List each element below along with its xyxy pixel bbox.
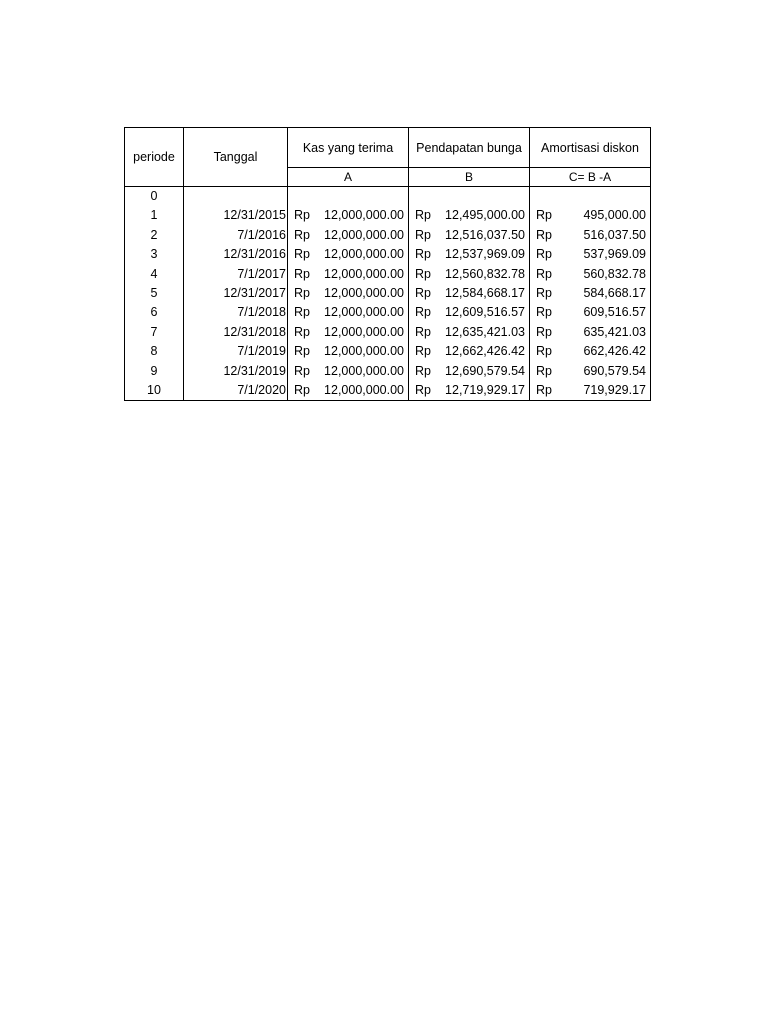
table-row — [125, 206, 651, 225]
header-tanggal: Tanggal — [184, 128, 288, 187]
amount-value: 609,516.57 — [583, 305, 646, 320]
currency-label: Rp — [415, 363, 431, 378]
amount-value: 690,579.54 — [583, 363, 646, 378]
currency-label: Rp — [294, 247, 310, 262]
cell-bunga — [409, 381, 530, 401]
table-row — [125, 342, 651, 361]
currency-label: Rp — [536, 247, 552, 262]
cell-kas — [288, 187, 409, 207]
amount-value: 12,537,969.09 — [445, 247, 525, 262]
currency-label: Rp — [415, 344, 431, 359]
cell-bunga — [409, 187, 530, 207]
cell-tanggal: 7/1/2020 — [184, 381, 288, 401]
header-amortisasi-code: C= B -A — [530, 168, 651, 187]
amount-value: 560,832.78 — [583, 266, 646, 281]
cell-bunga — [409, 226, 530, 245]
amount-value: 12,000,000.00 — [324, 266, 404, 281]
currency-label: Rp — [415, 208, 431, 223]
table-row — [125, 381, 651, 401]
cell-tanggal: 12/31/2018 — [184, 323, 288, 342]
amount-value: 12,719,929.17 — [445, 383, 525, 398]
currency-label: Rp — [536, 227, 552, 242]
cell-bunga — [409, 362, 530, 381]
cell-bunga — [409, 265, 530, 284]
amount-value: 12,584,668.17 — [445, 286, 525, 301]
cell-tanggal: 12/31/2015 — [184, 206, 288, 225]
currency-label: Rp — [294, 363, 310, 378]
currency-label: Rp — [294, 305, 310, 320]
cell-periode: 4 — [125, 265, 184, 284]
currency-label: Rp — [536, 286, 552, 301]
amount-value: 12,000,000.00 — [324, 383, 404, 398]
table-row — [125, 284, 651, 303]
cell-bunga — [409, 303, 530, 322]
cell-tanggal: 7/1/2016 — [184, 226, 288, 245]
cell-periode: 1 — [125, 206, 184, 225]
amount-value: 516,037.50 — [583, 227, 646, 242]
amount-value: 12,000,000.00 — [324, 344, 404, 359]
cell-periode: 5 — [125, 284, 184, 303]
cell-bunga — [409, 284, 530, 303]
currency-label: Rp — [536, 344, 552, 359]
amount-value: 12,516,037.50 — [445, 227, 525, 242]
currency-label: Rp — [415, 247, 431, 262]
header-amortisasi: Amortisasi diskon — [530, 128, 651, 168]
amount-value: 12,635,421.03 — [445, 324, 525, 339]
cell-amortisasi — [530, 265, 651, 284]
currency-label: Rp — [294, 227, 310, 242]
amount-value: 12,000,000.00 — [324, 227, 404, 242]
cell-tanggal: 7/1/2019 — [184, 342, 288, 361]
cell-kas — [288, 206, 409, 225]
table-row — [125, 362, 651, 381]
amount-value: 495,000.00 — [583, 208, 646, 223]
amount-value: 12,000,000.00 — [324, 208, 404, 223]
currency-label: Rp — [415, 227, 431, 242]
table-row — [125, 245, 651, 264]
amount-value: 537,969.09 — [583, 247, 646, 262]
cell-amortisasi — [530, 342, 651, 361]
cell-kas — [288, 342, 409, 361]
cell-tanggal: 12/31/2019 — [184, 362, 288, 381]
cell-kas — [288, 381, 409, 401]
cell-tanggal: 7/1/2017 — [184, 265, 288, 284]
cell-kas — [288, 362, 409, 381]
table-row — [125, 187, 651, 207]
currency-label: Rp — [415, 324, 431, 339]
amortization-table — [124, 127, 651, 401]
cell-bunga — [409, 245, 530, 264]
cell-periode: 8 — [125, 342, 184, 361]
header-kas-code: A — [288, 168, 409, 187]
currency-label: Rp — [536, 305, 552, 320]
cell-amortisasi — [530, 303, 651, 322]
currency-label: Rp — [536, 363, 552, 378]
cell-periode: 7 — [125, 323, 184, 342]
cell-kas — [288, 265, 409, 284]
amount-value: 12,000,000.00 — [324, 324, 404, 339]
cell-tanggal: 12/31/2017 — [184, 284, 288, 303]
header-periode: periode — [125, 128, 184, 187]
amount-value: 584,668.17 — [583, 286, 646, 301]
cell-amortisasi — [530, 323, 651, 342]
cell-bunga — [409, 323, 530, 342]
cell-amortisasi — [530, 362, 651, 381]
cell-periode: 3 — [125, 245, 184, 264]
amount-value: 662,426.42 — [583, 344, 646, 359]
amount-value: 719,929.17 — [583, 383, 646, 398]
cell-amortisasi — [530, 226, 651, 245]
currency-label: Rp — [294, 383, 310, 398]
header-kas: Kas yang terima — [288, 128, 409, 168]
currency-label: Rp — [415, 286, 431, 301]
currency-label: Rp — [536, 266, 552, 281]
amount-value: 635,421.03 — [583, 324, 646, 339]
header-bunga-code: B — [409, 168, 530, 187]
cell-amortisasi — [530, 284, 651, 303]
currency-label: Rp — [415, 305, 431, 320]
currency-label: Rp — [294, 324, 310, 339]
cell-periode: 10 — [125, 381, 184, 401]
cell-periode: 0 — [125, 187, 184, 207]
amount-value: 12,000,000.00 — [324, 247, 404, 262]
table-body — [125, 187, 651, 401]
cell-kas — [288, 284, 409, 303]
cell-amortisasi — [530, 187, 651, 207]
currency-label: Rp — [294, 344, 310, 359]
cell-kas — [288, 245, 409, 264]
currency-label: Rp — [294, 286, 310, 301]
amount-value: 12,662,426.42 — [445, 344, 525, 359]
cell-tanggal — [184, 187, 288, 207]
cell-bunga — [409, 342, 530, 361]
cell-kas — [288, 303, 409, 322]
currency-label: Rp — [294, 208, 310, 223]
currency-label: Rp — [536, 324, 552, 339]
table-row — [125, 265, 651, 284]
table-row — [125, 323, 651, 342]
currency-label: Rp — [415, 383, 431, 398]
amount-value: 12,690,579.54 — [445, 363, 525, 378]
cell-tanggal: 7/1/2018 — [184, 303, 288, 322]
amount-value: 12,000,000.00 — [324, 305, 404, 320]
cell-kas — [288, 323, 409, 342]
amount-value: 12,609,516.57 — [445, 305, 525, 320]
amount-value: 12,495,000.00 — [445, 208, 525, 223]
cell-amortisasi — [530, 245, 651, 264]
cell-periode: 9 — [125, 362, 184, 381]
amount-value: 12,000,000.00 — [324, 286, 404, 301]
cell-amortisasi — [530, 381, 651, 401]
cell-kas — [288, 226, 409, 245]
currency-label: Rp — [294, 266, 310, 281]
currency-label: Rp — [536, 383, 552, 398]
table-row — [125, 226, 651, 245]
cell-tanggal: 12/31/2016 — [184, 245, 288, 264]
header-bunga: Pendapatan bunga — [409, 128, 530, 168]
amount-value: 12,000,000.00 — [324, 363, 404, 378]
cell-periode: 2 — [125, 226, 184, 245]
cell-amortisasi — [530, 206, 651, 225]
amount-value: 12,560,832.78 — [445, 266, 525, 281]
cell-periode: 6 — [125, 303, 184, 322]
cell-bunga — [409, 206, 530, 225]
currency-label: Rp — [415, 266, 431, 281]
table-row — [125, 303, 651, 322]
currency-label: Rp — [536, 208, 552, 223]
